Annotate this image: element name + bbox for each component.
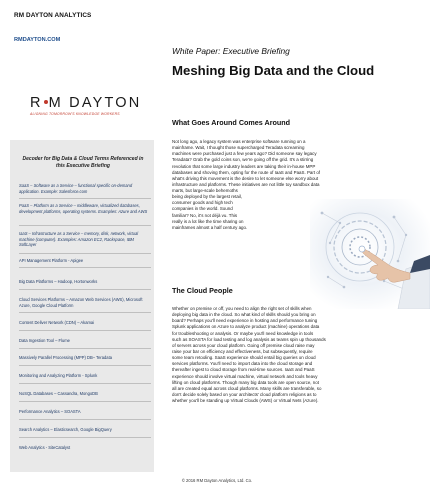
text-line: raise your bar on efficiency and effectiveness, but subsequently, require (172, 348, 313, 354)
decoder-divider (19, 401, 151, 402)
logo-tagline: ALIGNING TOMORROW'S KNOWLEDGE WORKERS (30, 112, 120, 116)
text-line: companies in the world. Sound (172, 206, 233, 212)
decoder-item: Cloud Services Platforms – Amazon Web Services (AWS), Microsoft Azure, Google Cloud Platform (19, 297, 143, 308)
company-name: RM DAYTON ANALYTICS (14, 12, 92, 19)
decoder-divider (19, 225, 151, 226)
text-line: consumer goods and high tech (172, 200, 233, 206)
text-line: really is a lot like the time sharing on (172, 218, 244, 224)
logo-dot-icon (44, 100, 48, 104)
decoder-divider (19, 383, 151, 384)
text-line: what's driving this movement is the desire to let someone else worry about (172, 175, 319, 181)
text-line: don't decide solely based on your architects' cloud platform religions as to (172, 391, 317, 397)
decoder-item: Monitoring and Analyzing Platform - Splunk (19, 373, 98, 378)
text-line: revolution that some large industry leaders are taking their in-house MPP (172, 163, 316, 169)
decoder-item: NoSQL Databases – Cassandra, MongoDB (19, 391, 98, 396)
text-line: thereafter ingest to cloud storage from real-time sources. IaaS and PaaS (172, 367, 315, 373)
section2-paragraph (172, 306, 426, 404)
decoder-item: API Management Platform - Apigee (19, 258, 84, 263)
rm-dayton-logo (30, 95, 142, 116)
text-line: experience should involve virtual machine, virtual network and tools heavy (172, 373, 318, 379)
text-line: whether you'll be standing up Virtual Clouds (AWS) or Virtual Nets (Azure). (172, 398, 319, 404)
document-kicker: White Paper: Executive Briefing (172, 46, 290, 56)
text-line: of servers across your cloud platform. Going off premise cloud raise may (172, 342, 315, 348)
decoder-divider (19, 348, 151, 349)
section-heading-what-goes-around: What Goes Around Comes Around (172, 118, 291, 127)
decoder-heading: Decoder for Big Data & Cloud Terms Referenced in this Executive Briefing (22, 156, 144, 170)
text-line: infrastructure and platforms. These initiatives are not little toy sandbox data (172, 181, 320, 187)
text-line: services platforms. You'll need to import data into the cloud storage and (172, 361, 313, 367)
text-line: for troubleshooting or analysis. Or maybe you'll need knowledge in tools (172, 330, 314, 336)
text-line: Teradata? Grab the gold coins son, we're going off the grid. It's a stirring (172, 157, 314, 163)
text-line: Splunk applications on Azure to analyze product (machine) operations data (172, 324, 320, 330)
decoder-item: PaaS – Platform as a Service – middleware, virtualized databases, development platforms, operating systems. Examples: Azure and AWS (19, 203, 148, 214)
text-line: familiar? No, it's not déjà vu. This (172, 212, 238, 218)
section1-paragraph (172, 139, 426, 188)
decoder-item: Big Data Platforms – Hadoop, Hortonworks (19, 279, 98, 284)
decoder-divider (19, 419, 151, 420)
hand-touching-screen-photo (310, 199, 430, 309)
section-heading-cloud-people: The Cloud People (172, 286, 233, 295)
tech-interface-illustration (310, 199, 430, 309)
text-line: some team retooling. SaaS experience should entail big queries on cloud (172, 355, 316, 361)
decoder-divider (19, 330, 151, 331)
text-line: all are created equal across cloud platforms. Many skills are transferable, so (172, 385, 322, 391)
text-line: lifting on cloud platforms. Though many big data tools are open source, not (172, 379, 319, 385)
decoder-item: IaaS – Infrastructure as a Service – memory, disk, network, virtual machine (computer). Examples: Amazon EC2, Rackspace, IBM SoftLayer (19, 231, 139, 248)
document-title: Meshing Big Data and the Cloud (172, 63, 375, 78)
text-line: machines were purchased just a few years ago? Did someone say legacy (172, 151, 317, 157)
section1-paragraph-wrap (172, 188, 306, 231)
decoder-divider (19, 267, 151, 268)
text-line: board? Perhaps you'll need experience in hosting and performance tuning (172, 318, 318, 324)
text-line: databases and shoving them, opting for the route of IaaS and PaaS. Part of (172, 169, 321, 175)
text-line: Not long ago, a legacy system was enterprise software running on a (172, 139, 306, 144)
decoder-sidebar (10, 140, 154, 472)
decoder-item: Data Ingestion Tool – Flume (19, 338, 70, 343)
decoder-divider (19, 253, 151, 254)
logo-wordmark (30, 95, 142, 111)
decoder-item: Performance Analytics – SOASTA (19, 409, 81, 414)
decoder-item: Massively Parallel Processing (MPP) DB– Teradata (19, 355, 112, 360)
decoder-divider (19, 437, 151, 438)
text-line: marts, but large-scale behemoths (172, 188, 238, 193)
decoder-item: Content Deliver Network (CDN) – Akamai (19, 320, 95, 325)
decoder-divider (19, 289, 151, 290)
logo-letter-r: R (30, 95, 43, 111)
text-line: mainframes almost a half century ago. (172, 224, 248, 230)
decoder-item: SaaS – Software as a Service – functional specific on-demand application. Example: Salesforce.com (19, 183, 133, 194)
decoder-divider (19, 312, 151, 313)
text-line: mainframe. Wait, I thought those supercharged Teradata screaming (172, 145, 305, 151)
text-line: being deployed by the largest retail, (172, 194, 243, 200)
text-line: such as SOASTA for load testing and log analysis as teams spin up thousands (172, 336, 326, 342)
copyright-footer: © 2016 RM Dayton Analytics, Ltd. Co. (181, 478, 253, 483)
text-line: deploying big data in the cloud. So what kind of skills should you bring on (172, 312, 316, 318)
logo-letters-m-dayton: M DAYTON (48, 95, 142, 111)
company-url-link[interactable]: RMDAYTON.COM (14, 37, 61, 43)
decoder-divider (19, 365, 151, 366)
text-line: Whether on premise or off, you need to align the right set of skills when (172, 306, 312, 311)
decoder-item: Web Analytics - SiteCatalyst (19, 445, 71, 450)
decoder-divider (19, 198, 151, 199)
decoder-item: Search Analytics – Elasticsearch, Google BigQuery (19, 427, 112, 432)
